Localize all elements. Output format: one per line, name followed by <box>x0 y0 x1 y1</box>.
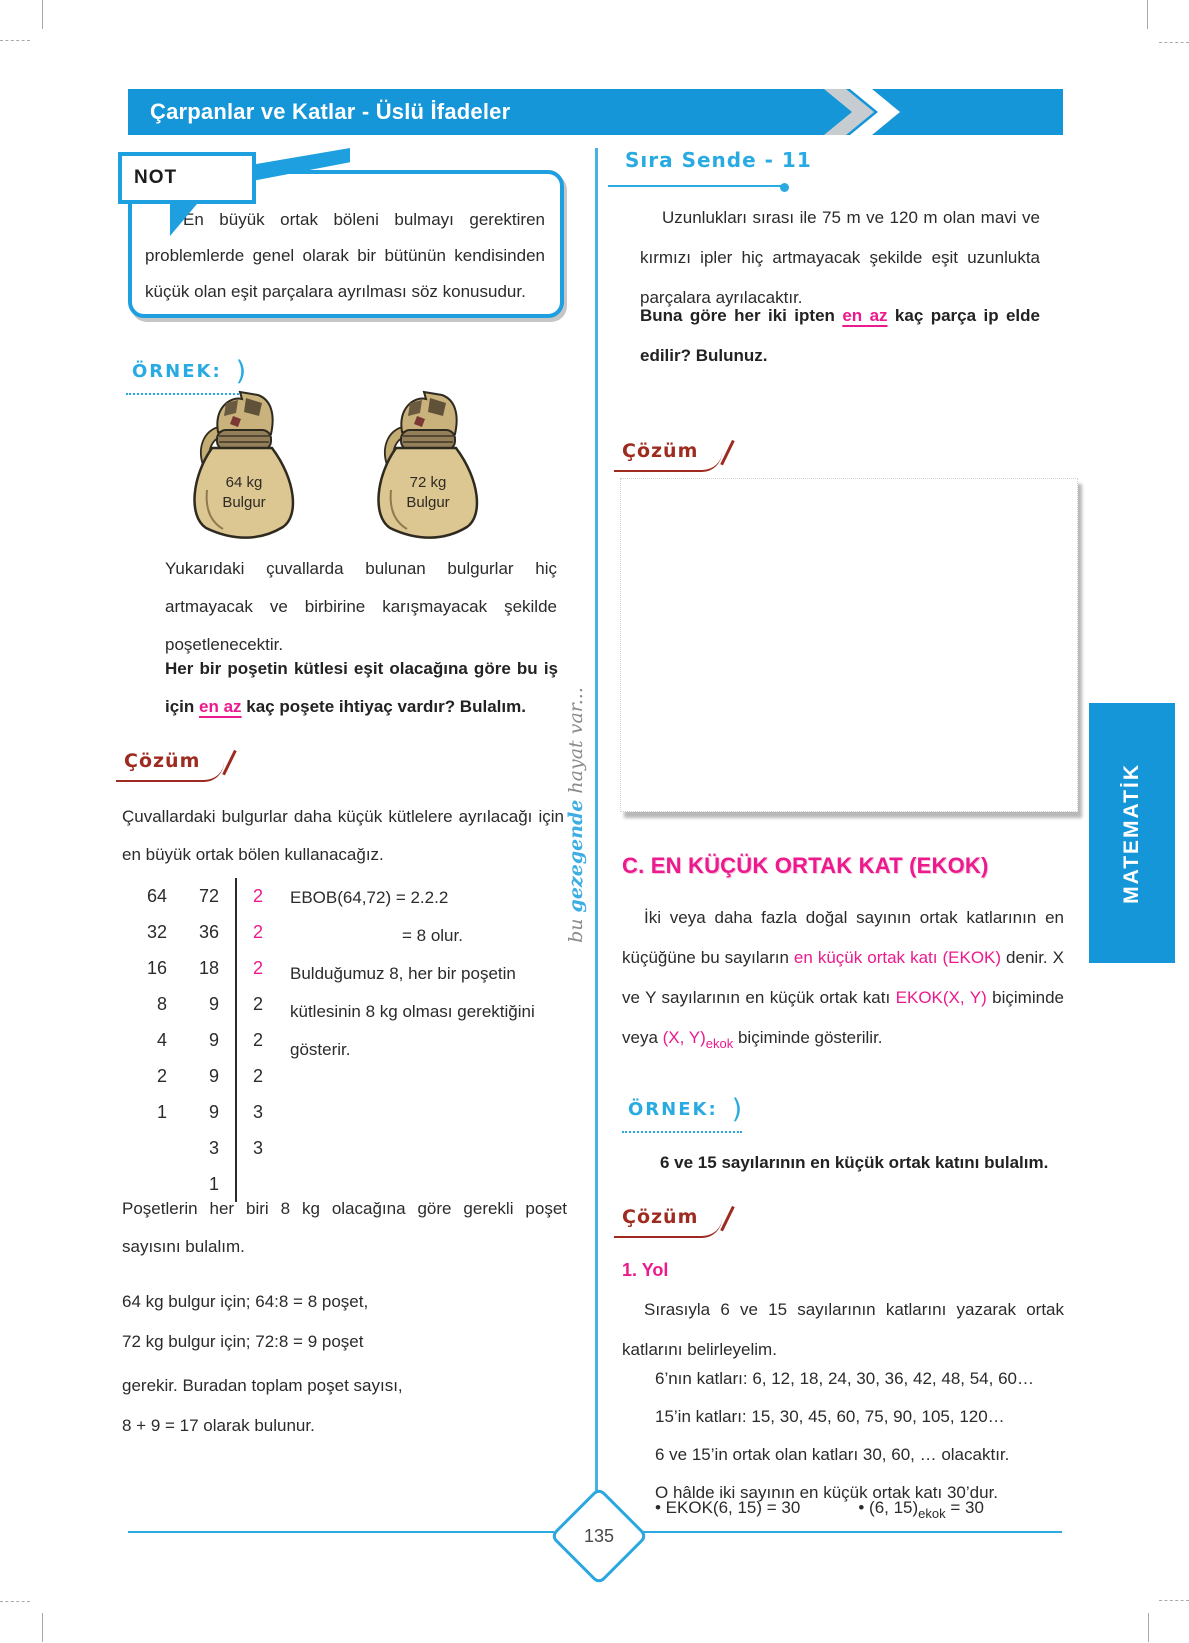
bag-count-paragraph: Poşetlerin her biri 8 kg olacağına göre gerekli poşet sayısını bulalım. <box>122 1199 567 1256</box>
slash-mark-icon <box>222 750 236 775</box>
example-label-right <box>628 1094 744 1125</box>
watermark-part: gezegende <box>565 799 587 913</box>
crop-mark-icon <box>1147 0 1148 29</box>
crop-mark-icon <box>1159 42 1189 44</box>
chapter-title: Çarpanlar ve Katlar - Üslü İfadeler <box>150 99 511 124</box>
ebob-equation: EBOB(64,72) = 2.2.2 <box>290 888 449 907</box>
empty-solution-box <box>620 478 1078 812</box>
question-highlight: en az <box>199 697 242 716</box>
ebob-result-block <box>290 879 562 1069</box>
example-label-text: ÖRNEK: <box>132 361 222 382</box>
dividend-a: 2 <box>156 1065 167 1086</box>
bag-weight-label: 64 kg <box>225 474 263 491</box>
dividend-a: 8 <box>156 993 167 1014</box>
dividend-b: 72 <box>198 885 219 906</box>
solution-label-right-1 <box>622 440 698 462</box>
dividend-b: 9 <box>208 993 219 1014</box>
common-multiples: 6 ve 15’in ortak olan katları 30, 60, … olacaktır. <box>655 1445 1010 1464</box>
page-number: 135 <box>583 1525 615 1546</box>
definition-highlight: EKOK(X, Y) <box>895 988 987 1007</box>
divisor: 2 <box>235 1058 279 1094</box>
ekok-result-bullets <box>655 1498 984 1521</box>
result-line-1: gerekir. Buradan toplam poşet sayısı, <box>122 1376 403 1395</box>
calc-line-1: 64 kg bulgur için; 64:8 = 8 poşet, <box>122 1292 369 1311</box>
bulgur-sack-illustration <box>362 390 497 542</box>
table-row <box>125 1094 279 1130</box>
result-base: (6, 15) <box>869 1498 919 1517</box>
crop-mark-icon <box>1159 1600 1189 1602</box>
table-row <box>125 950 279 986</box>
dividend-a: 1 <box>156 1101 167 1122</box>
method-1-label: 1. Yol <box>622 1260 669 1280</box>
bag-product-label: Bulgur <box>222 494 266 511</box>
solution-label-right-2 <box>622 1206 698 1228</box>
underline-swoosh <box>116 762 224 782</box>
crop-mark-icon <box>0 1601 30 1603</box>
divisor: 2 <box>235 878 279 914</box>
multiples-of-15: 15’in katları: 15, 30, 45, 60, 75, 90, 105, 120… <box>655 1407 1005 1426</box>
footer-rule-left <box>128 1531 554 1533</box>
calc-line-2: 72 kg bulgur için; 72:8 = 9 poşet <box>122 1332 364 1351</box>
definition-highlight: en küçük ortak katı (EKOK) <box>793 948 1002 967</box>
note-banner-label: NOT <box>134 167 178 188</box>
gcd-division-table <box>125 878 279 1202</box>
divisor: 3 <box>235 1094 279 1130</box>
dividend-a: 16 <box>146 957 167 978</box>
definition-subscript: ekok <box>705 1036 734 1051</box>
dividend-a: 32 <box>146 921 167 942</box>
bulgur-sack-illustration <box>178 390 313 542</box>
example-label-left <box>132 356 248 387</box>
conclusion-line: O hâlde iki sayının en küçük ortak katı 30’dur. <box>655 1483 999 1502</box>
question-text: Buna göre her iki ipten <box>640 306 843 325</box>
example-label-text: ÖRNEK: <box>628 1099 718 1120</box>
dividend-a: 4 <box>156 1029 167 1050</box>
divisor: 2 <box>235 914 279 950</box>
ekok-definition-paragraph <box>622 898 1064 1064</box>
dividend-b: 18 <box>198 957 219 978</box>
divisor: 2 <box>235 986 279 1022</box>
column-divider <box>595 148 598 1500</box>
page-number-diamond <box>550 1487 649 1586</box>
dividend-a: 64 <box>146 885 167 906</box>
bag-weight-label: 72 kg <box>409 474 447 491</box>
slash-mark-icon <box>720 1206 734 1231</box>
crop-mark-icon <box>42 1613 43 1642</box>
method-description: Sırasıyla 6 ve 15 sayılarının katlarını yazarak ortak katlarını belirleyelim. <box>622 1300 1064 1359</box>
dividend-b: 36 <box>198 921 219 942</box>
note-text: En büyük ortak böleni bulmayı gerektiren problemlerde genel olarak bir bütünün kendisinden küçük olan eşit parçalara ayrılması söz konusudur. <box>145 210 545 301</box>
watermark-part: bu <box>565 912 587 943</box>
result-subscript: ekok <box>918 1506 946 1521</box>
definition-text: denir. X ve Y sayılarının en küçük ortak katı <box>622 948 1064 1007</box>
definition-text: biçiminde veya <box>622 988 1064 1047</box>
table-row <box>125 1058 279 1094</box>
dividend-b: 9 <box>208 1101 219 1122</box>
divisor: 2 <box>235 950 279 986</box>
chapter-header-bar <box>128 89 1063 135</box>
exercise-question-paragraph <box>640 296 1040 376</box>
ekok-section-heading: C. EN KÜÇÜK ORTAK KAT (EKOK) <box>622 853 989 878</box>
subject-tab-label: MATEMATİK <box>1120 762 1143 904</box>
sira-sende-underline <box>608 185 786 187</box>
slash-mark-icon <box>720 440 734 465</box>
paren-arc-icon: ) <box>731 1094 745 1125</box>
calc-lines <box>122 1282 567 1362</box>
ebob-note: Bulduğumuz 8, her bir poşetin kütlesinin 8 kg olması gerektiğini gösterir. <box>290 964 535 1059</box>
crop-mark-icon <box>0 40 30 42</box>
note-banner <box>118 152 256 204</box>
result-lines <box>122 1366 567 1446</box>
watermark-part: hayat var... <box>565 687 587 800</box>
example2-statement: 6 ve 15 sayılarının en küçük ortak katını bulalım. <box>660 1153 1049 1172</box>
table-row <box>125 1130 279 1166</box>
definition-highlight: (X, Y) <box>662 1028 706 1047</box>
ekok-result-2 <box>858 1498 984 1521</box>
multiples-list <box>655 1360 1034 1512</box>
example-intro-paragraph: Yukarıdaki çuvallarda bulunan bulgurlar hiç artmayacak ve birbirine karışmayacak şekilde poşetlenecektir. <box>165 559 557 654</box>
bullet-mark: • <box>858 1498 870 1517</box>
table-row <box>125 878 279 914</box>
footer-rule-right <box>640 1531 1062 1533</box>
multiples-of-6: 6’nın katları: 6, 12, 18, 24, 30, 36, 42, 48, 54, 60… <box>655 1369 1034 1388</box>
definition-text: İki veya daha fazla doğal sayının ortak katlarının en küçüğüne bu sayıların <box>622 908 1064 967</box>
example-question-paragraph <box>165 650 558 726</box>
divisor: 2 <box>235 1022 279 1058</box>
result-line-2: 8 + 9 = 17 olarak bulunur. <box>122 1416 315 1435</box>
underline-swoosh <box>614 1218 722 1238</box>
table-row <box>125 1022 279 1058</box>
dotted-underline <box>622 1131 742 1133</box>
dividend-b: 3 <box>208 1137 219 1158</box>
crop-mark-icon <box>42 0 43 29</box>
dividend-b: 1 <box>208 1173 219 1194</box>
solution-label-text: Çözüm <box>124 750 201 772</box>
ekok-result-1: • EKOK(6, 15) = 30 <box>655 1498 801 1517</box>
table-row <box>125 914 279 950</box>
solution-label-left <box>124 750 200 772</box>
solution-intro-paragraph: Çuvallardaki bulgurlar daha küçük kütlelere ayrılacağı için en büyük ortak bölen kullanacağız. <box>122 807 564 864</box>
bag-product-label: Bulgur <box>406 494 450 511</box>
question-text: kaç poşete ihtiyaç vardır? Bulalım. <box>241 697 526 716</box>
question-text: kaç parça ip elde edilir? Bulunuz. <box>640 306 1040 365</box>
paren-arc-icon: ) <box>235 356 249 387</box>
table-row <box>125 986 279 1022</box>
result-rest: = 30 <box>945 1498 984 1517</box>
underline-swoosh <box>614 452 722 472</box>
dividend-b: 9 <box>208 1065 219 1086</box>
watermark-script-text <box>565 687 587 943</box>
question-text: Her bir poşetin kütlesi eşit olacağına göre bu iş için <box>165 659 558 716</box>
sira-sende-label: Sıra Sende - 11 <box>625 148 812 172</box>
exercise-problem-paragraph: Uzunlukları sırası ile 75 m ve 120 m olan mavi ve kırmızı ipler hiç artmayacak şekilde eşit uzunlukta parçalara ayrılacaktır. <box>640 208 1040 307</box>
dividend-b: 9 <box>208 1029 219 1050</box>
solution-label-text: Çözüm <box>622 1206 699 1228</box>
divisor: 3 <box>235 1130 279 1166</box>
subject-side-tab <box>1089 703 1175 963</box>
question-highlight: en az <box>842 306 888 325</box>
definition-text: biçiminde gösterilir. <box>733 1028 883 1047</box>
crop-mark-icon <box>1148 1613 1149 1642</box>
chevron-right-icon <box>816 89 956 135</box>
solution-label-text: Çözüm <box>622 440 699 462</box>
ebob-result: = 8 olur. <box>402 926 463 945</box>
